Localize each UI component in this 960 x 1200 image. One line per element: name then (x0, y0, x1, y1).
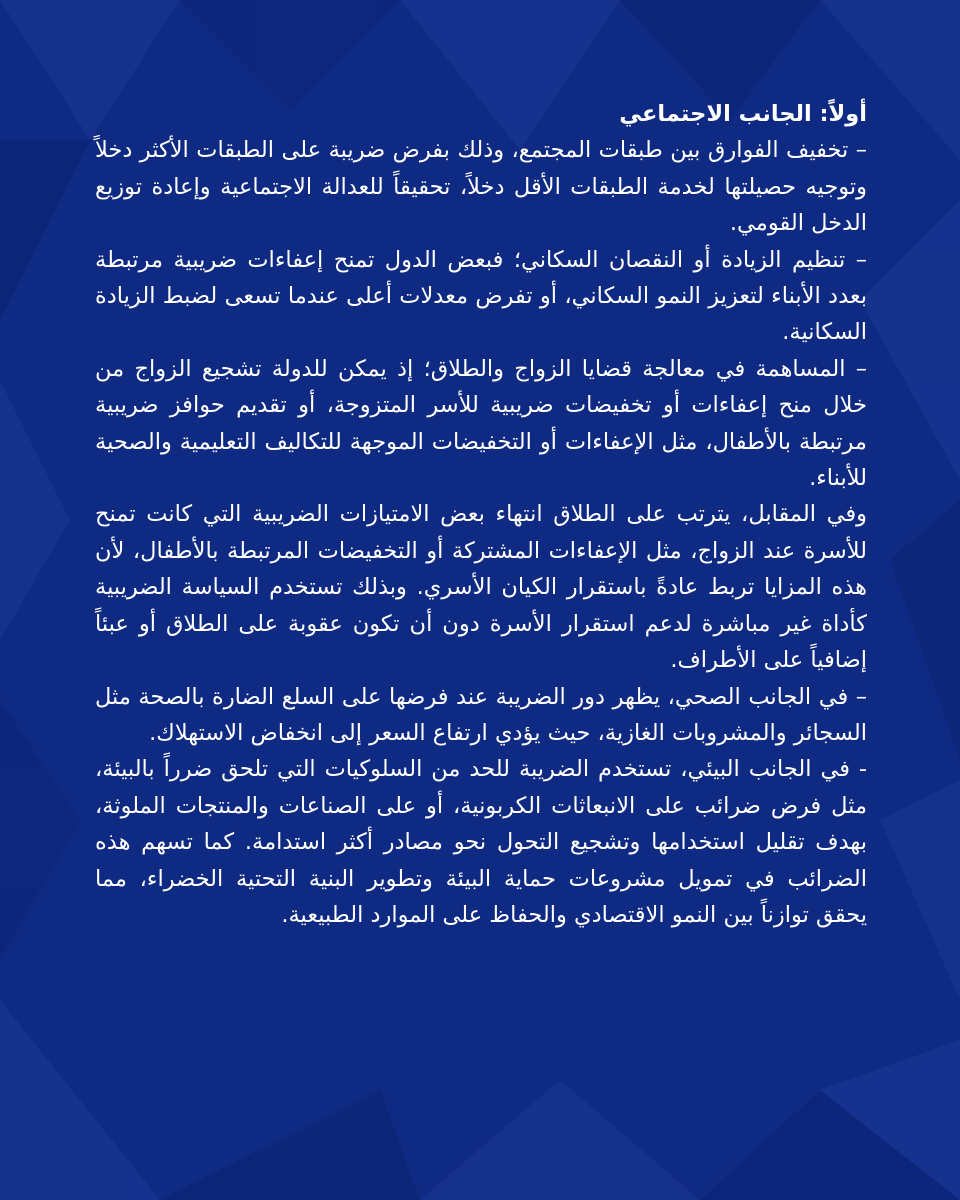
article-paragraph: – المساهمة في معالجة قضايا الزواج والطلاق؛ إذ يمكن للدولة تشجيع الزواج من خلال منح إعفاءات أو تخفيضات ضريبية للأسر المتزوجة، أو تقديم حوافز ضريبية مرتبطة بالأطفال، مثل الإعفاءات أو التخفيضات الموجهة للتكاليف التعليمية والصحية للأبناء. (95, 355, 867, 492)
article-paragraph: وفي المقابل، يترتب على الطلاق انتهاء بعض الامتيازات الضريبية التي كانت تمنح للأسرة عند الزواج، مثل الإعفاءات المشتركة أو التخفيضات المرتبطة بالأطفال، لأن هذه المزايا تربط عادةً باستقرار الكيان الأسري. وبذلك تستخدم السياسة الضريبية كأداة غير مباشرة لدعم استقرار الأسرة دون أن تكون عقوبة على الطلاق أو عبئاً إضافياً على الأطراف. (95, 501, 867, 674)
article-heading: أولاً: الجانب الاجتماعي (619, 101, 867, 127)
article-paragraph: - في الجانب البيئي، تستخدم الضريبة للحد من السلوكيات التي تلحق ضرراً بالبيئة، مثل فرض ضرائب على الانبعاثات الكربونية، أو على الصناعات والمنتجات الملوثة، بهدف تقليل استخدامها وتشجيع التحول نحو مصادر أكثر استدامة. كما تسهم هذه الضرائب في تمويل مشروعات حماية البيئة وتطوير البنية التحتية الخضراء، مما يحقق توازناً بين النمو الاقتصادي والحفاظ على الموارد الطبيعية. (95, 756, 867, 928)
article-body (95, 96, 867, 933)
article-paragraph: – تخفيف الفوارق بين طبقات المجتمع، وذلك بفرض ضريبة على الطبقات الأكثر دخلاً وتوجيه حصيلتها لخدمة الطبقات الأقل دخلاً، تحقيقاً للعدالة الاجتماعية وإعادة توزيع الدخل القومي. (95, 137, 867, 237)
article-paragraph: – تنظيم الزيادة أو النقصان السكاني؛ فبعض الدول تمنح إعفاءات ضريبية مرتبطة بعدد الأبناء لتعزيز النمو السكاني، أو تفرض معدلات أعلى عندما تسعى لضبط الزيادة السكانية. (95, 246, 867, 346)
article-paragraph: – في الجانب الصحي، يظهر دور الضريبة عند فرضها على السلع الضارة بالصحة مثل السجائر والمشروبات الغازية، حيث يؤدي ارتفاع السعر إلى انخفاض الاستهلاك. (95, 683, 867, 746)
